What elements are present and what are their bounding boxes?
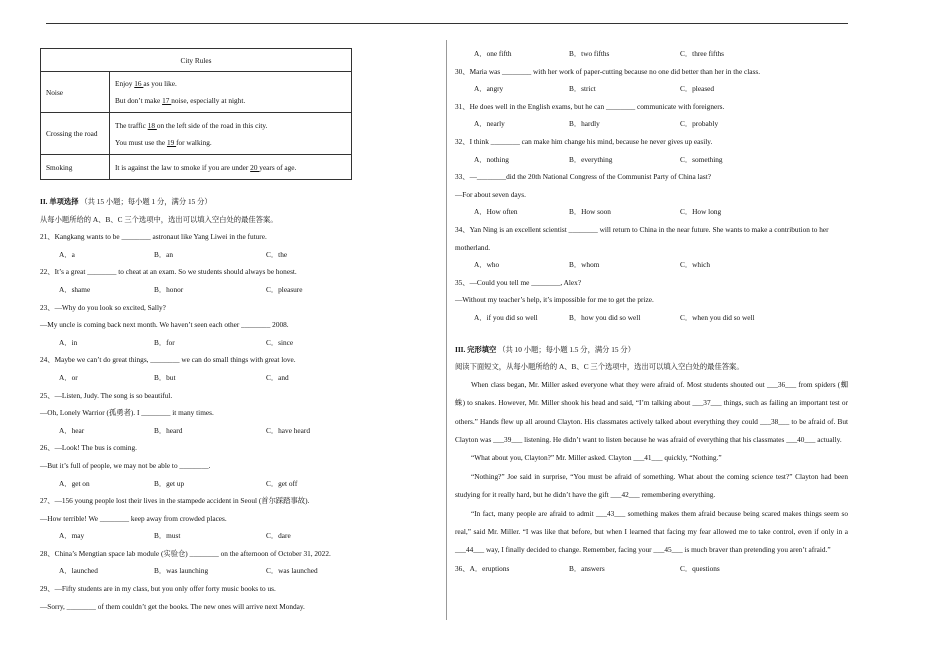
question-stem: —But it’s full of people, we may not be able to ________. (40, 460, 211, 470)
answer-options (40, 369, 358, 387)
answer-options (40, 422, 358, 440)
answer-options (455, 115, 848, 133)
question-stem: 25、—Listen, Judy. The song is so beautiful. (40, 390, 173, 400)
answer-options (40, 475, 358, 493)
rule-line: It is against the law to smoke if you are under 20 years of age. (115, 162, 297, 172)
passage-paragraph: “In fact, many people are afraid to admit ___43___ something makes them afraid because being scared makes things seem so real,” said Mr. Miller. “I was like that before, but when I learned that facing my fear allowed me to take control, even if only in a ___44___ way, I finally decided to change. Remember, facing your ___45___ is much braver than pretending you aren’t afraid.” (455, 508, 848, 555)
answer-option[interactable]: B．but (154, 372, 176, 382)
answer-option[interactable]: A．may (59, 531, 85, 541)
answer-option[interactable]: A．nothing (474, 154, 509, 164)
answer-option[interactable]: C．questions (680, 563, 720, 573)
answer-option[interactable]: A．if you did so well (474, 312, 538, 322)
answer-options (455, 80, 848, 98)
answer-option[interactable]: A．shame (59, 284, 91, 294)
top-rule (46, 23, 848, 24)
answer-option[interactable]: C．since (266, 337, 294, 347)
question-item (40, 351, 358, 386)
question-stem: —For about seven days. (455, 189, 526, 199)
question-stem: —Without my teacher’s help, it’s impossible for me to get the prize. (455, 295, 654, 305)
section2-heading: II. 单项选择 （共 15 小题；每小题 1 分，满分 15 分） (40, 197, 212, 206)
answer-option[interactable]: B．strict (569, 84, 596, 94)
table-rule-cell (110, 155, 352, 180)
answer-options (40, 281, 358, 299)
question-item (40, 580, 358, 615)
rule-line: Enjoy 16 as you like. (115, 79, 177, 88)
answer-option[interactable]: C．get off (266, 478, 298, 488)
answer-option[interactable]: C．pleasure (266, 284, 303, 294)
city-rules-table (40, 48, 352, 180)
question-stem: —My uncle is coming back next month. We haven’t seen each other ________ 2008. (40, 320, 289, 330)
answer-option[interactable]: A．in (59, 337, 78, 347)
question-stem: 28、China’s Mengtian space lab module (实验仓) ________ on the afternoon of October 31, 2022. (40, 548, 331, 558)
answer-option[interactable]: C．pleased (680, 84, 715, 94)
answer-option[interactable]: A．angry (474, 84, 504, 94)
answer-option[interactable]: C．probably (680, 119, 719, 129)
question-stem: 34、Yan Ning is an excellent scientist ________ will return to China in the near future. She wants to make a contribution to her motherland. (455, 224, 829, 252)
answer-option[interactable]: 36、A．eruptions (455, 563, 510, 573)
answer-option[interactable]: C．and (266, 372, 289, 382)
answer-option[interactable]: A．How often (474, 207, 518, 217)
question-list (455, 45, 848, 327)
question-stem: 33、—________did the 20th National Congress of the Communist Party of China last? (455, 172, 711, 182)
section3-heading: III. 完形填空 （共 10 小题；每小题 1.5 分，满分 15 分） (455, 344, 636, 354)
question-stem: —Oh, Lonely Warrior (孤勇者). I ________ it many times. (40, 408, 214, 418)
answer-option[interactable]: A．a (59, 249, 75, 259)
answer-options (40, 334, 358, 352)
section2-instruction: 从每小题所给的 A、B、C 三个选项中，选出可以填入空白处的最佳答案。 (40, 214, 278, 224)
question-stem: 32、I think ________ can make him change his mind, because he never gives up easily. (455, 136, 713, 146)
answer-option[interactable]: B．must (154, 531, 181, 541)
question-stem: —Sorry, ________ of them couldn’t get the books. The new ones will arrive next Monday. (40, 601, 305, 611)
answer-option[interactable]: A．launched (59, 566, 98, 576)
passage-paragraph: “What about you, Clayton?” Mr. Miller asked. Clayton ___41___ quickly, “Nothing.” (471, 453, 722, 463)
answer-options (455, 151, 848, 169)
answer-option[interactable]: B．honor (154, 284, 184, 294)
question-stem: 35、—Could you tell me ________, Alex? (455, 277, 582, 287)
table-category: Crossing the road (41, 113, 110, 155)
answer-option[interactable]: C．dare (266, 531, 291, 541)
answer-options (40, 562, 358, 580)
question-item (455, 274, 848, 327)
rule-line: You must use the 19 for walking. (115, 137, 212, 147)
answer-option[interactable]: A．get on (59, 478, 90, 488)
answer-option[interactable]: C．was launched (266, 566, 318, 576)
question-stem: 26、—Look! The bus is coming. (40, 443, 137, 453)
question-item (40, 492, 358, 545)
answer-option[interactable]: C．when you did so well (680, 312, 755, 322)
question-item (455, 45, 848, 63)
answer-option[interactable]: A．who (474, 260, 500, 270)
table-rule-cell (110, 72, 352, 113)
right-column (455, 45, 848, 577)
question-item (40, 299, 358, 352)
answer-options (455, 45, 848, 63)
answer-option[interactable]: B．get up (154, 478, 185, 488)
answer-options (455, 309, 848, 327)
cloze-passage (455, 376, 848, 560)
column-divider (446, 40, 447, 620)
question-item (455, 221, 848, 274)
question-item (455, 133, 848, 168)
section3-instruction: 阅读下面短文，从每小题所给的 A、B、C 三个选项中，选出可以填入空白处的最佳答案。 (455, 362, 744, 372)
answer-option[interactable]: B．everything (569, 154, 613, 164)
answer-option[interactable]: A．one fifth (474, 49, 512, 58)
table-rule-cell (110, 113, 352, 155)
rule-line: But don’t make 17 noise, especially at night. (115, 96, 246, 105)
answer-option[interactable]: B．hardly (569, 119, 600, 129)
answer-option[interactable]: C．three fifths (680, 49, 724, 58)
question-item (455, 560, 848, 578)
answer-options (455, 203, 848, 221)
answer-option[interactable]: B．answers (569, 563, 605, 573)
answer-options (40, 246, 358, 264)
answer-option[interactable]: B．for (154, 337, 175, 347)
question-stem: 21、Kangkang wants to be ________ astronaut like Yang Liwei in the future. (40, 232, 267, 242)
answer-option[interactable]: B．heard (154, 425, 183, 435)
answer-option[interactable]: A．hear (59, 425, 85, 435)
answer-option[interactable]: B．an (154, 249, 174, 259)
answer-option[interactable]: A．nearly (474, 119, 505, 129)
question-stem: 24、Maybe we can’t do great things, ________ we can do small things with great love. (40, 355, 296, 365)
question-list (40, 228, 358, 615)
answer-options (455, 256, 848, 274)
question-stem: 23、—Why do you look so excited, Sally? (40, 302, 166, 312)
answer-options (40, 527, 358, 545)
question-item (40, 263, 358, 298)
question-item (40, 439, 358, 492)
answer-option[interactable]: B．was launching (154, 566, 209, 576)
question-stem: 27、—156 young people lost their lives in the stampede accident in Seoul (首尔踩踏事故). (40, 496, 310, 506)
question-item (40, 545, 358, 580)
answer-option[interactable]: B．whom (569, 260, 600, 270)
question-item (455, 63, 848, 98)
answer-option[interactable]: C．something (680, 154, 723, 164)
rule-line: The traffic 18 on the left side of the road in this city. (115, 120, 268, 130)
table-category: Smoking (41, 155, 110, 180)
answer-options (455, 560, 848, 578)
answer-option[interactable]: B．two fifths (569, 49, 610, 58)
question-stem: 31、He does well in the English exams, but he can ________ communicate with foreigners. (455, 101, 725, 111)
answer-option[interactable]: C．the (266, 249, 288, 259)
answer-option[interactable]: B．how you did so well (569, 312, 641, 322)
question-item (455, 98, 848, 133)
question-stem: 30、Maria was ________ with her work of paper-cutting because no one did better than her in the class. (455, 66, 761, 76)
answer-option[interactable]: C．which (680, 260, 710, 270)
question-stem: 22、It’s a great ________ to cheat at an exam. So we students should always be honest. (40, 267, 297, 277)
question-item (40, 387, 358, 440)
table-category: Noise (41, 72, 110, 113)
answer-option[interactable]: C．have heard (266, 425, 310, 435)
table-caption: City Rules (41, 49, 352, 72)
answer-option[interactable]: C．How long (680, 207, 722, 217)
question-item (40, 228, 358, 263)
question-stem: —How terrible! We ________ keep away from crowded places. (40, 513, 227, 523)
left-column (40, 193, 358, 615)
answer-option[interactable]: A．or (59, 372, 78, 382)
question-item (455, 168, 848, 221)
passage-paragraph: “Nothing?” Joe said in surprise, “You must be afraid of something. What about the coming science test?” Clayton had been studying for it really hard, but he didn’t have the gift ___42___ remembering everything. (455, 471, 848, 500)
question-stem: 29、—Fifty students are in my class, but you only offer forty music books to us. (40, 584, 276, 594)
answer-option[interactable]: B．How soon (569, 207, 611, 217)
passage-paragraph: When class began, Mr. Miller asked everyone what they were afraid of. Most students shouted out ___36___ from spiders (蜘蛛) to snakes. However, Mr. Miller shook his head and said, “I’m talking about ___37___ things, such as failing an important test or others.” Hands flew up all around Clayton. His classmates actively talked about everything they could ___38___ to be afraid of. But Clayton was ___39___ listening. He didn’t want to listen because he was afraid of everything that his classmates ___40___ actually. (455, 379, 848, 444)
